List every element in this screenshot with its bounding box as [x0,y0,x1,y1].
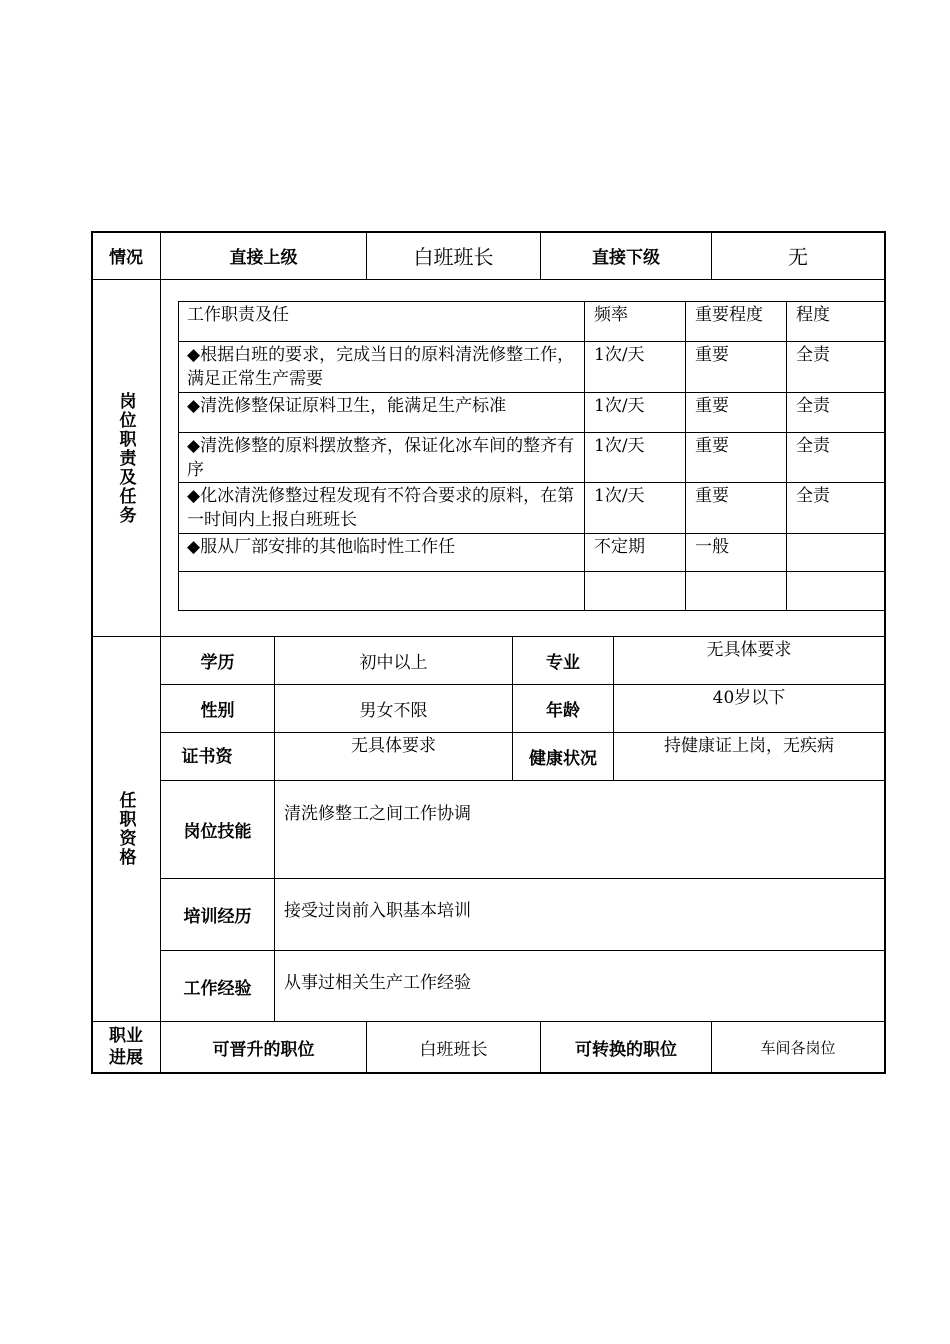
duty-task: ◆化冰清洗修整过程发现有不符合要求的原料，在第一时间内上报白班班长 [187,486,575,530]
duties-col-line-3 [786,301,787,611]
age-value: 40岁以下 [712,688,786,708]
duty-task: ◆服从厂部安排的其他临时性工作任 [187,537,456,557]
major-value: 无具体要求 [706,640,792,660]
qualifications-section-label-text: 任职资格 [115,791,136,867]
transfer-label: 可转换的职位 [575,1039,677,1060]
table-border-right [884,231,886,1074]
duties-section-label-text: 岗位职责及任务 [115,391,136,525]
table-border-bottom [91,1072,886,1074]
duty-frequency: 1次/天 [594,396,645,416]
duties-border-bottom [178,610,885,611]
direct-superior-value: 白班班长 [413,245,494,269]
duty-frequency: 1次/天 [594,486,645,506]
training-label: 培训经历 [183,907,252,927]
duties-row-line-3 [178,432,885,433]
duties-col-task: 工作职责及任 [187,305,289,325]
health-value: 持健康证上岗，无疾病 [664,736,834,756]
skills-label: 岗位技能 [183,822,252,842]
duty-importance: 重要 [695,396,729,416]
direct-subordinate-label: 直接下级 [592,248,660,268]
duty-frequency: 1次/天 [594,436,645,456]
age-label: 年龄 [546,701,580,721]
gender-value: 男女不限 [359,701,428,721]
duty-degree: 全责 [796,396,830,416]
education-label: 学历 [200,653,235,673]
health-label: 健康状况 [529,749,597,769]
career-section-label [92,1022,160,1072]
duties-col-degree: 程度 [796,305,830,325]
duty-task: ◆根据白班的要求，完成当日的原料清洗修整工作，满足正常生产需要 [187,345,575,389]
certificate-value: 无具体要求 [351,736,436,756]
duties-border-top [178,301,885,302]
qualifications-section-label [92,637,160,1021]
duties-row-line-4 [178,482,885,483]
duties-row-line-5 [178,533,885,534]
duty-degree: 全责 [796,436,830,456]
duty-degree: 全责 [796,345,830,365]
duty-frequency: 不定期 [594,537,645,557]
duties-col-frequency: 频率 [594,305,628,325]
duties-row-line-6 [178,571,885,572]
experience-value: 从事过相关生产工作经验 [284,973,471,993]
duty-task: ◆清洗修整的原料摆放整齐，保证化冰车间的整齐有序 [187,436,575,480]
duties-col-importance: 重要程度 [695,305,763,325]
duty-importance: 一般 [695,537,729,557]
duty-task: ◆清洗修整保证原料卫生，能满足生产标准 [187,396,507,416]
duty-frequency: 1次/天 [594,345,645,365]
skills-value: 清洗修整工之间工作协调 [284,804,471,824]
major-label: 专业 [546,653,580,673]
duty-degree: 全责 [796,486,830,506]
duty-importance: 重要 [695,436,729,456]
direct-subordinate-value: 无 [788,245,808,269]
transfer-value: 车间各岗位 [760,1038,836,1057]
experience-label: 工作经验 [183,978,252,999]
training-value: 接受过岗前入职基本培训 [284,901,471,921]
row-divider-header [91,279,886,280]
duty-importance: 重要 [695,345,729,365]
situation-label: 情况 [109,248,143,268]
promotion-value: 白班班长 [419,1039,488,1060]
duties-row-line-2 [178,392,885,393]
education-value: 初中以上 [359,653,428,673]
gender-label: 性别 [200,701,235,721]
duties-border-left [178,301,179,611]
career-section-label-text: 职业进展 [109,1026,143,1068]
duties-row-line-1 [178,341,885,342]
duties-col-line-2 [685,301,686,611]
direct-superior-label: 直接上级 [229,248,298,268]
duties-section-label [92,280,160,636]
certificate-label: 证书资 [181,747,233,767]
promotion-label: 可晋升的职位 [212,1039,315,1060]
duties-col-line-1 [584,301,585,611]
duty-importance: 重要 [695,486,729,506]
